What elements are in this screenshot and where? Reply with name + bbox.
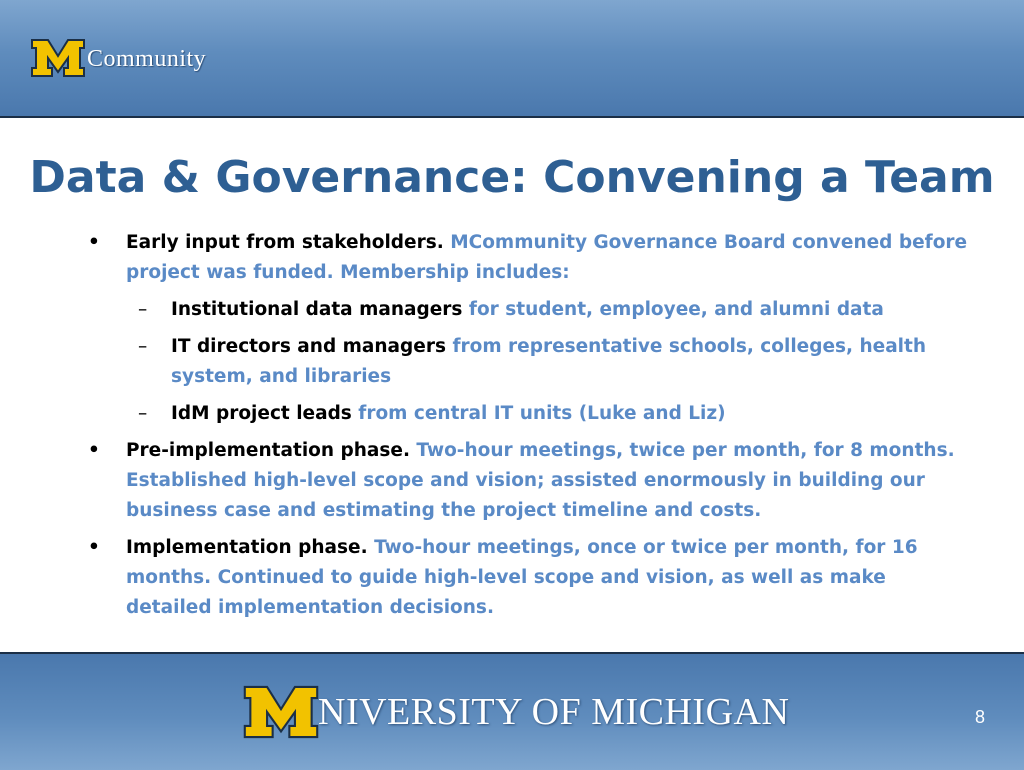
block-m-logo — [242, 682, 320, 742]
sub-bullet-it-directors — [88, 332, 968, 392]
bullet-icon: • — [88, 440, 100, 461]
bullet-lead: Implementation phase. — [126, 537, 368, 558]
bullet-detail: Two-hour meetings, once or twice per month, for 16 months. Continued to guide high-level scope and vision, as well as make detailed implementation decisions. — [126, 537, 918, 618]
bullet-lead: Early input from stakeholders. — [126, 232, 444, 253]
bullet-detail: Two-hour meetings, twice per month, for 8 months. Established high-level scope and vision; assisted enormously in building our business case and estimating the project timeline and costs. — [126, 440, 955, 521]
bullet-detail: MCommunity Governance Board convened before project was funded. Membership includes: — [126, 232, 968, 283]
header-band — [0, 0, 1024, 118]
bullet-lead: Pre-implementation phase. — [126, 440, 410, 461]
sub-bullet-data-managers — [88, 295, 968, 325]
sub-bullet-lead: Institutional data managers — [171, 299, 463, 320]
sub-bullet-detail: for student, employee, and alumni data — [468, 299, 884, 320]
bullet-pre-implementation — [88, 436, 968, 526]
sub-bullet-idm-leads — [88, 399, 968, 429]
page-number: 8 — [975, 707, 986, 727]
block-m-logo — [30, 38, 86, 78]
university-wordmark: NIVERSITY OF MICHIGAN — [318, 691, 790, 733]
sub-bullet-detail: from representative schools, colleges, health system, and libraries — [171, 336, 927, 387]
slide-title: Data & Governance: Convening a Team — [29, 152, 995, 203]
sub-bullet-detail: from central IT units (Luke and Liz) — [358, 403, 726, 424]
sub-bullet-lead: IT directors and managers — [171, 336, 446, 357]
dash-icon: – — [138, 336, 148, 357]
bullet-icon: • — [88, 537, 100, 558]
slide-body — [88, 228, 968, 630]
bullet-implementation — [88, 533, 968, 623]
bullet-icon: • — [88, 232, 100, 253]
sub-bullet-lead: IdM project leads — [171, 403, 352, 424]
dash-icon: – — [138, 403, 148, 424]
dash-icon: – — [138, 299, 148, 320]
bullet-stakeholders — [88, 228, 968, 288]
mcommunity-wordmark: Community — [87, 46, 207, 72]
